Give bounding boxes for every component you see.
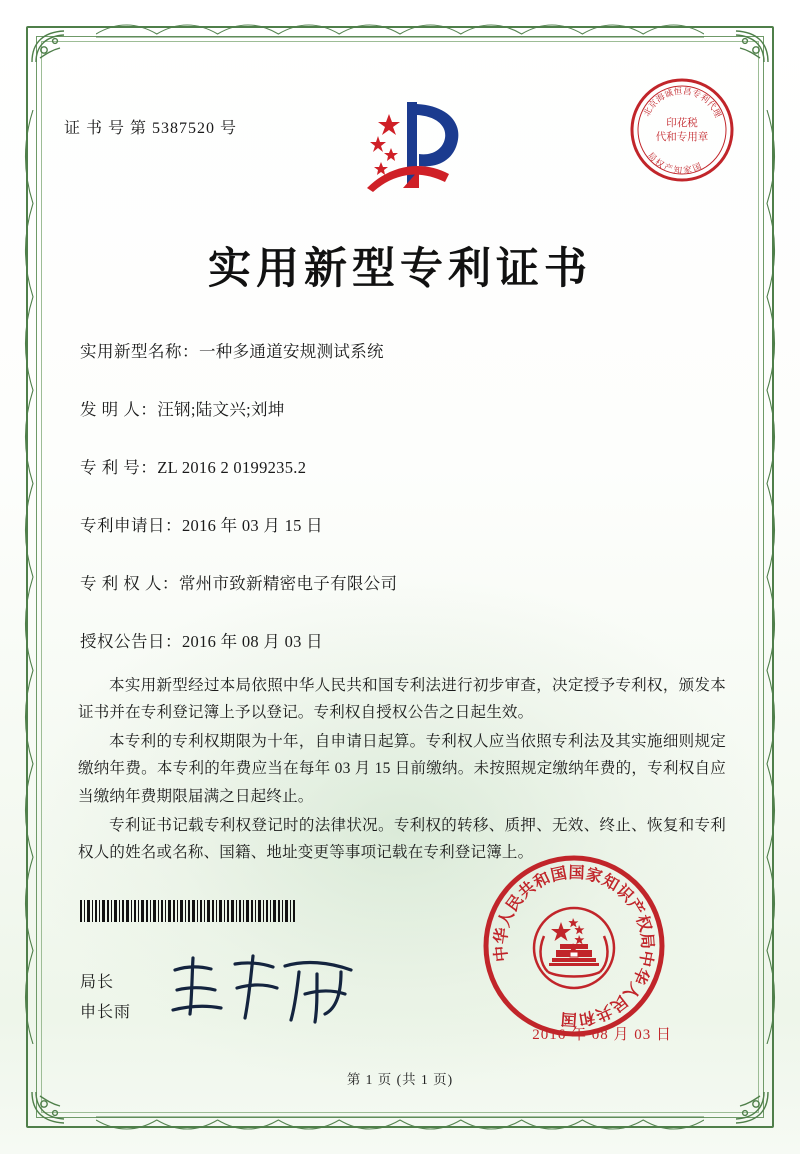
page-footer: 第 1 页 (共 1 页) [346, 1072, 454, 1087]
svg-text:印花税: 印花税 [666, 117, 698, 129]
svg-text:国: 国 [548, 863, 569, 886]
svg-text:知: 知 [672, 165, 683, 177]
svg-text:代: 代 [704, 99, 718, 113]
field-value: 常州市致新精密电子有限公司 [178, 574, 398, 593]
svg-text:恒: 恒 [673, 86, 683, 98]
corner-ornament-icon [714, 1090, 770, 1126]
handwritten-signature-icon [165, 950, 375, 1030]
svg-text:中: 中 [490, 944, 512, 963]
svg-text:家: 家 [682, 165, 693, 177]
corner-ornament-icon [30, 1090, 86, 1126]
svg-text:中: 中 [635, 949, 658, 969]
field-label: 实用新型名称： [80, 342, 199, 361]
field-row-patentee [80, 570, 730, 594]
svg-text:民: 民 [502, 890, 527, 915]
body-paragraph: 本专利的专利权期限为十年，自申请日起算。专利权人应当依照专利法及其实施细则规定缴纳年费。本专利的年费应当在每年 03 月 15 日前缴纳。未按照规定缴纳年费的，专利权自应当缴纳年费期限届满之日起终止。 [78, 733, 726, 805]
certificate-number: 证 书 号 第 5387520 号 [64, 120, 238, 137]
field-row-utility-model-name [80, 338, 730, 362]
svg-text:民: 民 [607, 991, 632, 1017]
field-label: 专利申请日： [80, 516, 182, 535]
bottom-border-motif-icon [96, 1116, 704, 1134]
svg-text:海: 海 [654, 91, 668, 106]
field-value: 2016 年 08 月 03 日 [182, 632, 323, 651]
svg-text:产: 产 [624, 895, 649, 919]
top-border-motif-icon [96, 20, 704, 38]
page-title: 实用新型专利证书 [208, 244, 592, 294]
svg-text:利: 利 [697, 92, 711, 106]
field-label: 授权公告日： [80, 632, 182, 651]
svg-text:人: 人 [494, 907, 518, 930]
svg-text:代和专用章: 代和专用章 [655, 131, 709, 143]
field-row-patent-number [80, 454, 730, 478]
field-value: ZL 2016 2 0199235.2 [157, 458, 307, 477]
seal-date: 2016 年 08 月 03 日 [532, 1027, 672, 1043]
svg-text:共: 共 [514, 877, 539, 903]
left-border-motif-icon [20, 110, 36, 1044]
svg-text:权: 权 [652, 157, 666, 171]
svg-text:专: 专 [690, 88, 703, 101]
director-name: 申长雨 [80, 1004, 132, 1022]
svg-text:理: 理 [709, 107, 723, 120]
field-label: 专 利 权 人： [80, 574, 179, 593]
svg-text:权: 权 [632, 912, 656, 934]
svg-text:昌: 昌 [682, 86, 693, 98]
barcode [80, 900, 300, 922]
svg-text:国: 国 [568, 862, 585, 883]
agency-seal [626, 74, 738, 186]
svg-text:华: 华 [490, 926, 512, 946]
body-paragraph: 专利证书记载专利权登记时的法律状况。专利权的转移、质押、无效、终止、恢复和专利权人的姓名或名称、国籍、地址变更等事项记载在专利登记簿上。 [78, 816, 726, 861]
field-row-grant-announcement-date [80, 628, 730, 652]
field-value: 汪钢;陆文兴;刘坤 [157, 400, 285, 419]
svg-text:识: 识 [612, 880, 638, 906]
field-value: 一种多通道安规测试系统 [199, 342, 384, 361]
signature-block [80, 968, 131, 1029]
svg-text:诚: 诚 [663, 88, 675, 101]
svg-text:共: 共 [592, 1001, 616, 1026]
svg-text:局: 局 [644, 150, 659, 164]
national-seal [476, 848, 672, 1044]
field-label: 发 明 人： [80, 400, 158, 419]
field-value: 2016 年 03 月 15 日 [182, 516, 323, 535]
svg-text:国: 国 [560, 1009, 578, 1030]
right-border-motif-icon [764, 110, 780, 1044]
svg-text:北: 北 [642, 106, 655, 119]
field-list [80, 338, 730, 686]
body-paragraph: 本实用新型经过本局依照中华人民共和国专利法进行初步审查，决定授予专利权，颁发本证书并在专利登记簿上予以登记。专利权自授权公告之日起生效。 [78, 677, 726, 722]
corner-ornament-icon [30, 28, 86, 64]
svg-text:国: 国 [691, 161, 704, 175]
body-text [78, 672, 726, 868]
svg-text:华: 华 [629, 964, 654, 988]
svg-text:人: 人 [619, 979, 645, 1004]
svg-text:知: 知 [599, 870, 623, 895]
svg-text:京: 京 [647, 98, 661, 112]
cnipa-logo-icon [345, 96, 475, 211]
corner-ornament-icon [714, 28, 770, 64]
svg-text:局: 局 [637, 932, 658, 950]
field-row-application-date [80, 512, 730, 536]
svg-text:产: 产 [662, 162, 674, 175]
field-row-inventors [80, 396, 730, 420]
director-title: 局长 [80, 974, 115, 991]
field-label: 专 利 号： [80, 458, 158, 477]
certificate-content [60, 60, 740, 1094]
svg-text:和: 和 [577, 1007, 597, 1030]
svg-text:家: 家 [583, 864, 605, 887]
svg-text:和: 和 [530, 867, 554, 892]
